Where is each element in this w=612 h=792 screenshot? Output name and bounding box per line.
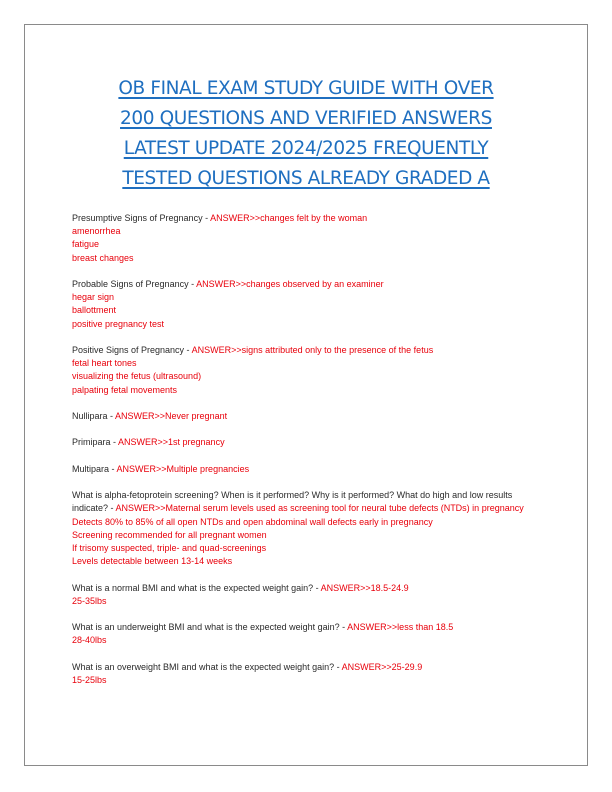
- qa-list: [72, 212, 547, 700]
- answer-detail: 15-25lbs: [72, 674, 107, 685]
- answer-text: ANSWER>>18.5-24.9: [320, 582, 409, 593]
- question-text: What is alpha-fetoprotein screening? When is it performed? Why is it performed? What do high and low results indicate? -: [72, 490, 513, 514]
- answer-text: ANSWER>>signs attributed only to the presence of the fetus: [191, 345, 434, 355]
- answer-detail: If trisomy suspected, triple- and quad-screenings: [72, 542, 267, 553]
- answer-text: ANSWER>>25-29.9: [341, 661, 423, 672]
- answer-text: ANSWER>>Never pregnant: [115, 411, 228, 421]
- answer-text: ANSWER>>1st pregnancy: [118, 437, 225, 448]
- answer-text: ANSWER>>changes felt by the woman: [210, 213, 368, 223]
- answer-detail: fatigue: [72, 239, 100, 250]
- answer-detail: Detects 80% to 85% of all open NTDs and open abdominal wall defects early in pregnancy: [72, 516, 433, 527]
- answer-detail: 25-35lbs: [72, 595, 107, 606]
- answer-detail: hegar sign: [72, 292, 115, 303]
- question-text: What is an underweight BMI and what is the expected weight gain? -: [72, 622, 348, 633]
- answer-detail: fetal heart tones: [72, 358, 137, 369]
- answer-detail: Levels detectable between 13-14 weeks: [72, 556, 233, 567]
- answer-detail: positive pregnancy test: [72, 318, 165, 329]
- answer-detail: 28-40lbs: [72, 635, 107, 646]
- qa-item: [72, 212, 547, 265]
- document-title: [60, 74, 552, 194]
- question-text: What is an overweight BMI and what is the expected weight gain? -: [72, 661, 342, 672]
- qa-item: [72, 410, 547, 423]
- question-text: What is a normal BMI and what is the expected weight gain? -: [72, 582, 321, 593]
- title-line: 200 QUESTIONS AND VERIFIED ANSWERS: [120, 108, 492, 129]
- qa-item: [72, 582, 547, 608]
- answer-text: ANSWER>>changes observed by an examiner: [196, 279, 384, 289]
- question-text: Multipara -: [72, 463, 117, 474]
- answer-detail: visualizing the fetus (ultrasound): [72, 371, 202, 382]
- title-line: LATEST UPDATE 2024/2025 FREQUENTLY: [123, 138, 489, 159]
- question-text: Positive Signs of Pregnancy -: [72, 345, 192, 355]
- answer-detail: breast changes: [72, 252, 134, 263]
- answer-detail: Screening recommended for all pregnant women: [72, 529, 267, 540]
- answer-text: ANSWER>>Multiple pregnancies: [116, 463, 250, 474]
- qa-item: [72, 344, 547, 397]
- answer-text: ANSWER>>less than 18.5: [347, 622, 454, 633]
- question-text: Nullipara -: [72, 411, 116, 421]
- question-text: Probable Signs of Pregnancy -: [72, 279, 197, 289]
- answer-detail: ballottment: [72, 305, 117, 316]
- qa-item: [72, 661, 547, 687]
- answer-detail: palpating fetal movements: [72, 384, 178, 395]
- answer-text: ANSWER>>Maternal serum levels used as screening tool for neural tube defects (NTDs) in pregnancy: [115, 503, 524, 514]
- answer-detail: amenorrhea: [72, 226, 121, 237]
- question-text: Primipara -: [72, 437, 119, 448]
- qa-item: [72, 278, 547, 331]
- qa-item: [72, 621, 547, 647]
- qa-item: [72, 436, 547, 449]
- question-text: Presumptive Signs of Pregnancy -: [72, 213, 211, 223]
- title-line: TESTED QUESTIONS ALREADY GRADED A: [122, 168, 490, 189]
- title-line: OB FINAL EXAM STUDY GUIDE WITH OVER: [118, 78, 494, 99]
- qa-item: [72, 463, 547, 476]
- qa-item: [72, 489, 547, 568]
